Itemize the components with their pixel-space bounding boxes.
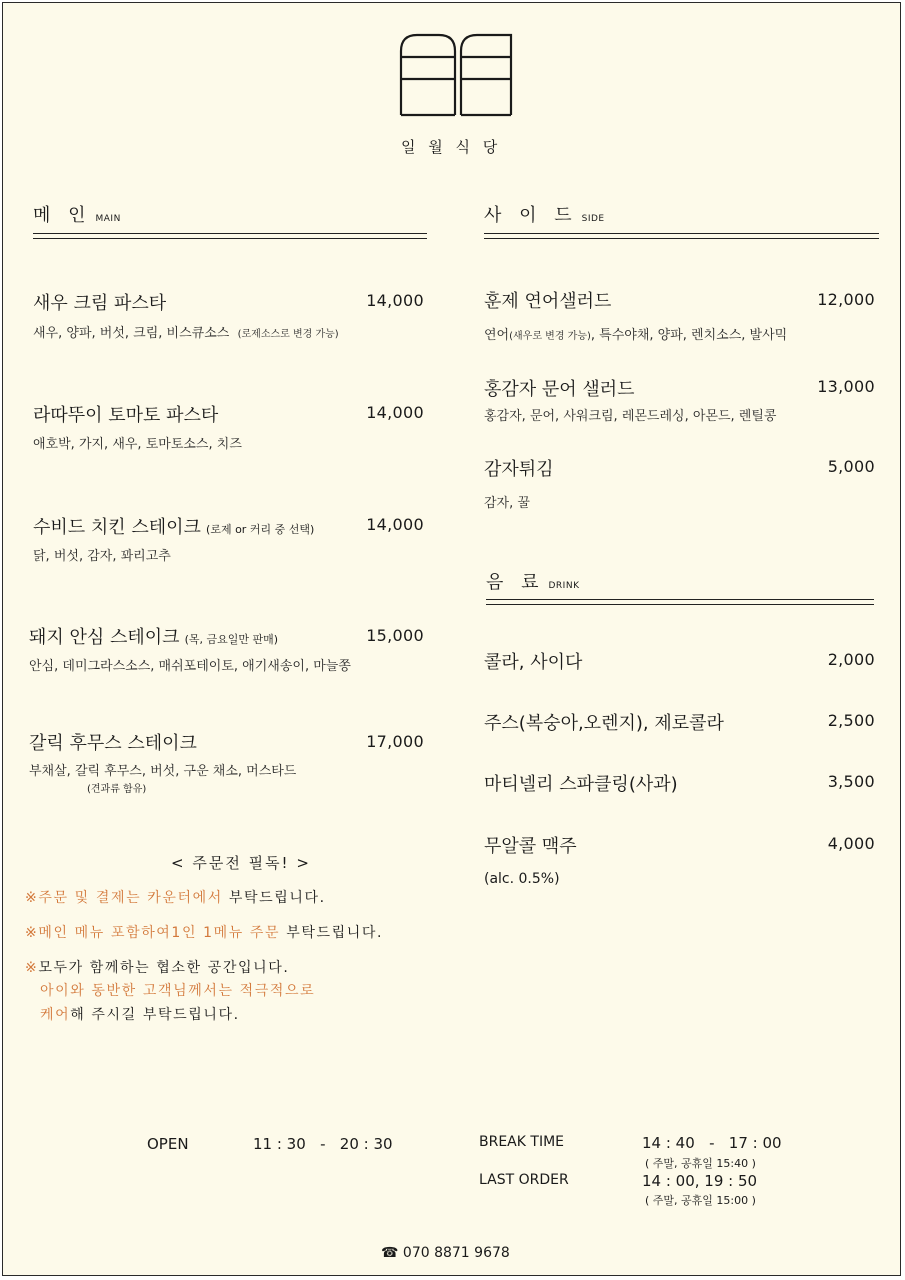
main-item-name: 라따뚜이 토마토 파스타 (33, 405, 219, 426)
main-item-desc: 부채살, 갈릭 후무스, 버섯, 구운 채소, 머스타드 (29, 764, 297, 779)
main-item-title (29, 623, 278, 649)
drink-title: 음 료 (486, 572, 545, 593)
notice-emphasis: 주문 및 결제는 카운터에서 (38, 890, 223, 906)
main-item-note: (로제 or 커리 중 선택) (206, 523, 315, 536)
main-item-desc (33, 322, 339, 341)
open-time: 11 : 30 - 20 : 30 (253, 1135, 393, 1153)
side-item-name: 홍감자 문어 샐러드 (484, 379, 635, 400)
side-subtitle: SIDE (581, 214, 605, 224)
notice-text: 부탁드립니다. (280, 925, 384, 941)
last-order-time: 14 : 00, 19 : 50 (642, 1172, 758, 1190)
break-note: ( 주말, 공휴일 15:40 ) (645, 1157, 756, 1170)
main-section-header (33, 201, 121, 227)
drink-subtitle: DRINK (548, 581, 580, 591)
phone-icon: ☎ (381, 1245, 399, 1261)
side-section-header (484, 201, 605, 227)
main-item-note: (목, 금요일만 판매) (184, 633, 279, 646)
last-order-note: ( 주말, 공휴일 15:00 ) (645, 1194, 756, 1207)
menu-page (2, 2, 901, 1276)
break-label: BREAK TIME (479, 1134, 564, 1150)
main-item-desc: 애호박, 가지, 새우, 토마토소스, 치즈 (33, 437, 242, 452)
side-item-price: 13,000 (817, 377, 875, 396)
notice-text: 해 주시길 부탁드립니다. (70, 1007, 240, 1023)
desc-text: 새우, 양파, 버섯, 크림, 비스큐소스 (33, 326, 230, 341)
main-item-desc-note: (견과류 함유) (87, 784, 147, 795)
drink-item-price: 2,500 (827, 711, 875, 730)
main-title: 메 인 (33, 205, 92, 226)
main-item-name: 새우 크림 파스타 (33, 293, 167, 314)
side-item-price: 5,000 (827, 457, 875, 476)
side-divider (484, 233, 879, 239)
main-item-desc: 닭, 버섯, 감자, 꽈리고추 (33, 549, 171, 564)
drink-item-note: (alc. 0.5%) (484, 871, 560, 887)
main-item-name: 수비드 치킨 스테이크 (33, 517, 201, 538)
desc-note: (로제소스로 변경 가능) (237, 329, 339, 340)
logo-mark-icon (399, 33, 515, 117)
main-item-name: 갈릭 후무스 스테이크 (29, 733, 197, 754)
notice-mark: ※ (25, 960, 39, 976)
last-order-label: LAST ORDER (479, 1172, 569, 1188)
brand-logo (399, 33, 515, 117)
notice-emphasis: 메인 메뉴 포함하여1인 1메뉴 주문 (38, 925, 281, 941)
notice-mark: ※ (25, 890, 39, 906)
main-item-price: 14,000 (366, 515, 424, 534)
notice-emphasis: 케어 (40, 1007, 71, 1023)
notice-text: 부탁드립니다. (222, 890, 326, 906)
drink-item-price: 2,000 (827, 650, 875, 669)
side-item-desc (484, 324, 787, 343)
drink-item-name: 무알콜 맥주 (484, 836, 577, 857)
desc-text: , 특수야채, 양파, 렌치소스, 발사믹 (590, 328, 788, 343)
notice-line (25, 957, 289, 977)
open-label: OPEN (147, 1135, 189, 1153)
main-item-price: 14,000 (366, 291, 424, 310)
side-title: 사 이 드 (484, 205, 578, 226)
phone-line (381, 1245, 510, 1261)
drink-section-header (486, 568, 579, 594)
main-item-desc: 안심, 데미그라스소스, 매쉬포테이토, 애기새송이, 마늘쫑 (29, 659, 351, 674)
notice-title: < 주문전 필독! > (171, 854, 311, 872)
notice-line (40, 1004, 240, 1024)
main-divider (33, 233, 427, 239)
main-item-price: 15,000 (366, 626, 424, 645)
main-item-name: 돼지 안심 스테이크 (29, 627, 180, 648)
drink-item-name: 콜라, 사이다 (484, 652, 583, 673)
notice-text: 모두가 함께하는 협소한 공간입니다. (38, 960, 290, 976)
brand-name: 일 월 식 당 (401, 138, 502, 156)
drink-item-name: 마티넬리 스파클링(사과) (484, 774, 678, 795)
side-item-desc: 홍감자, 문어, 사워크림, 레몬드레싱, 아몬드, 렌틸콩 (484, 409, 777, 424)
notice-mark: ※ (25, 925, 39, 941)
main-subtitle: MAIN (95, 214, 121, 224)
drink-divider (486, 599, 874, 605)
drink-item-price: 4,000 (827, 834, 875, 853)
side-item-desc: 감자, 꿀 (484, 496, 530, 511)
side-item-name: 훈제 연어샐러드 (484, 291, 612, 312)
notice-line (25, 922, 383, 942)
notice-emphasis: 아이와 동반한 고객님께서는 적극적으로 (40, 983, 316, 999)
side-item-price: 12,000 (817, 290, 875, 309)
side-item-name: 감자튀김 (484, 459, 554, 480)
main-item-title (33, 513, 314, 539)
phone-number[interactable]: 070 8871 9678 (402, 1245, 510, 1261)
main-item-price: 17,000 (366, 732, 424, 751)
desc-text: 연어 (484, 328, 510, 343)
break-time: 14 : 40 - 17 : 00 (642, 1134, 782, 1152)
drink-item-price: 3,500 (827, 772, 875, 791)
notice-line (25, 887, 326, 907)
main-item-price: 14,000 (366, 403, 424, 422)
drink-item-name: 주스(복숭아,오렌지), 제로콜라 (484, 713, 724, 734)
desc-note: (새우로 변경 가능) (509, 331, 591, 342)
